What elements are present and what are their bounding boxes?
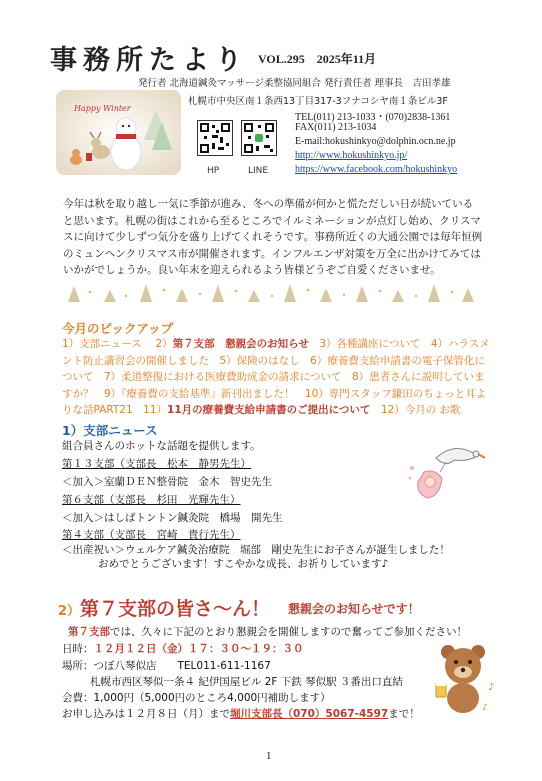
website-link[interactable]: http://www.hokushinkyo.jp/ — [295, 150, 408, 161]
event-date: １２月１２日（金）１７：３０～１９：３０ — [93, 643, 304, 655]
event-apply-line — [62, 706, 420, 721]
winter-banner-illustration — [56, 90, 181, 175]
bear-with-beer-illustration — [432, 640, 500, 716]
contact-email: E-mail:hokushinkyo@dolphin.ocn.ne.jp — [295, 136, 456, 147]
pickup-highlight-1[interactable]: 第７支部 懇親会のお知らせ — [172, 338, 309, 350]
branch-news-intro: 組合員さんのホットな話題を提供します。 — [62, 440, 261, 452]
line-qr-code[interactable] — [241, 120, 277, 156]
pickup-text-3: 12）今月の お歌 — [370, 404, 461, 416]
event-apply-end: まで！ — [388, 708, 420, 720]
event-place: 場所：つぼ八琴似店 TEL011-611-1167 — [62, 660, 271, 672]
event-apply-phone[interactable]: 堀川支部長（070）5067-4597 — [230, 708, 389, 720]
branch-13-header: 第１３支部（支部長 松本 静男先生） — [62, 458, 251, 470]
event-lead — [68, 624, 467, 639]
event-fee: 会費：1,000円（5,000円のところ4,000円補助します） — [62, 692, 331, 704]
event-date-label: 日時： — [62, 643, 94, 655]
stork-baby-illustration — [406, 438, 486, 508]
pickup-text-1: 1）支部ニュース 2） — [62, 338, 173, 350]
hp-qr-code[interactable] — [197, 120, 233, 156]
section2-heading: 第７支部の皆さ～ん！ — [80, 598, 271, 620]
event-apply-text: お申し込みは１２月８日（月）まで — [62, 708, 230, 720]
branch-6-header: 第６支部（支部長 杉田 光輝先生） — [62, 494, 241, 506]
branch-news-title: 1）支部ニュース — [62, 423, 158, 438]
section2-number: 2） — [58, 604, 81, 619]
newsletter-title: 事務所たより — [50, 45, 248, 76]
contact-fax: FAX(011) 213-1034 — [295, 122, 377, 133]
congrats-message: おめでとうございます！すこやかな成長、お祈りしています♪ — [98, 558, 389, 570]
svg-text:♪: ♪ — [482, 703, 488, 713]
address-line: 札幌市中央区南１条西13丁目317-3フナコシヤ南１条ビル3F — [188, 96, 448, 107]
section2-subheading: 懇親会のお知らせです！ — [288, 602, 420, 616]
pickup-list — [62, 336, 490, 419]
svg-text:♪: ♪ — [488, 682, 495, 693]
volume-date: VOL.295 2025年11月 — [258, 52, 377, 66]
facebook-link[interactable]: https://www.facebook.com/hokushinkyo — [295, 164, 458, 175]
branch-13-join: ＜加入＞室蘭ＤＥＮ整骨院 金木 智史先生 — [62, 476, 272, 488]
event-place-address: 札幌市西区琴似一条４ 紀伊国屋ビル 2F 下鉄 琴似駅 ３番出口直結 — [90, 676, 403, 688]
branch-4-header: 第４支部（支部長 宮崎 貴行先生） — [62, 529, 241, 541]
branch-4-birth: ＜出産祝い＞ウェルケア鍼灸治療院 堀部 剛史先生にお子さんが誕生しました！ — [62, 544, 450, 556]
pickup-highlight-2[interactable]: 11月の療養費支給申請書のご提出について — [167, 404, 371, 416]
decorative-tree-divider — [60, 282, 480, 304]
event-lead-branch: 第７支部 — [68, 626, 110, 638]
hp-qr-label: HP — [207, 166, 220, 176]
line-qr-label: LINE — [248, 166, 269, 176]
pickup-title: 今月のピックアップ — [62, 321, 174, 336]
contact-tel: TEL(011) 213-1033・(070)2838-1361 — [295, 112, 451, 123]
branch-6-join: ＜加入＞はしばトントン鍼灸院 橋場 開先生 — [62, 512, 283, 524]
page-number: 1 — [266, 750, 272, 762]
publisher-line: 発行者 北海道鍼灸マッサージ柔整協同組合 発行責任者 理事長 吉田孝雄 — [138, 78, 451, 89]
event-lead-text: では、久々に下記のとおり懇親会を開催しますので奮ってご参加ください！ — [110, 626, 467, 638]
banner-text: Happy Winter — [74, 104, 131, 113]
event-date-line — [62, 641, 304, 656]
intro-paragraph: 今年は秋を取り越し一気に季節が進み、冬への準備が何かと慌ただしい日が続いていると思います。札幌の街はこれから至るところでイルミネーションが点灯し始め、クリスマスに向けて少しずつ気分を盛り上げてくれそうです。事務所近くの大通公園では毎年恒例のミュンヘンクリスマス市が開催されます。インフルエンザ対策を万全に出かけてみてはいかがでしょうか。良い年末を迎えられるよう皆様どうぞご自愛くださいませ。 — [63, 198, 483, 276]
pickup-text-2: 3）各種講座について 4）ハラスメント防止講習会の開催しました 5）保険のはなし 6）療養費支給申請書の電子保管化について 7）柔道整復における医療費助成金の請求について 8）患者さんに説明していますか？ 9）『療養費の支給基準』新刊出ました！ 10）専門スタッフ鎌田のちょっと耳よりな話PART21 11） — [62, 338, 490, 416]
